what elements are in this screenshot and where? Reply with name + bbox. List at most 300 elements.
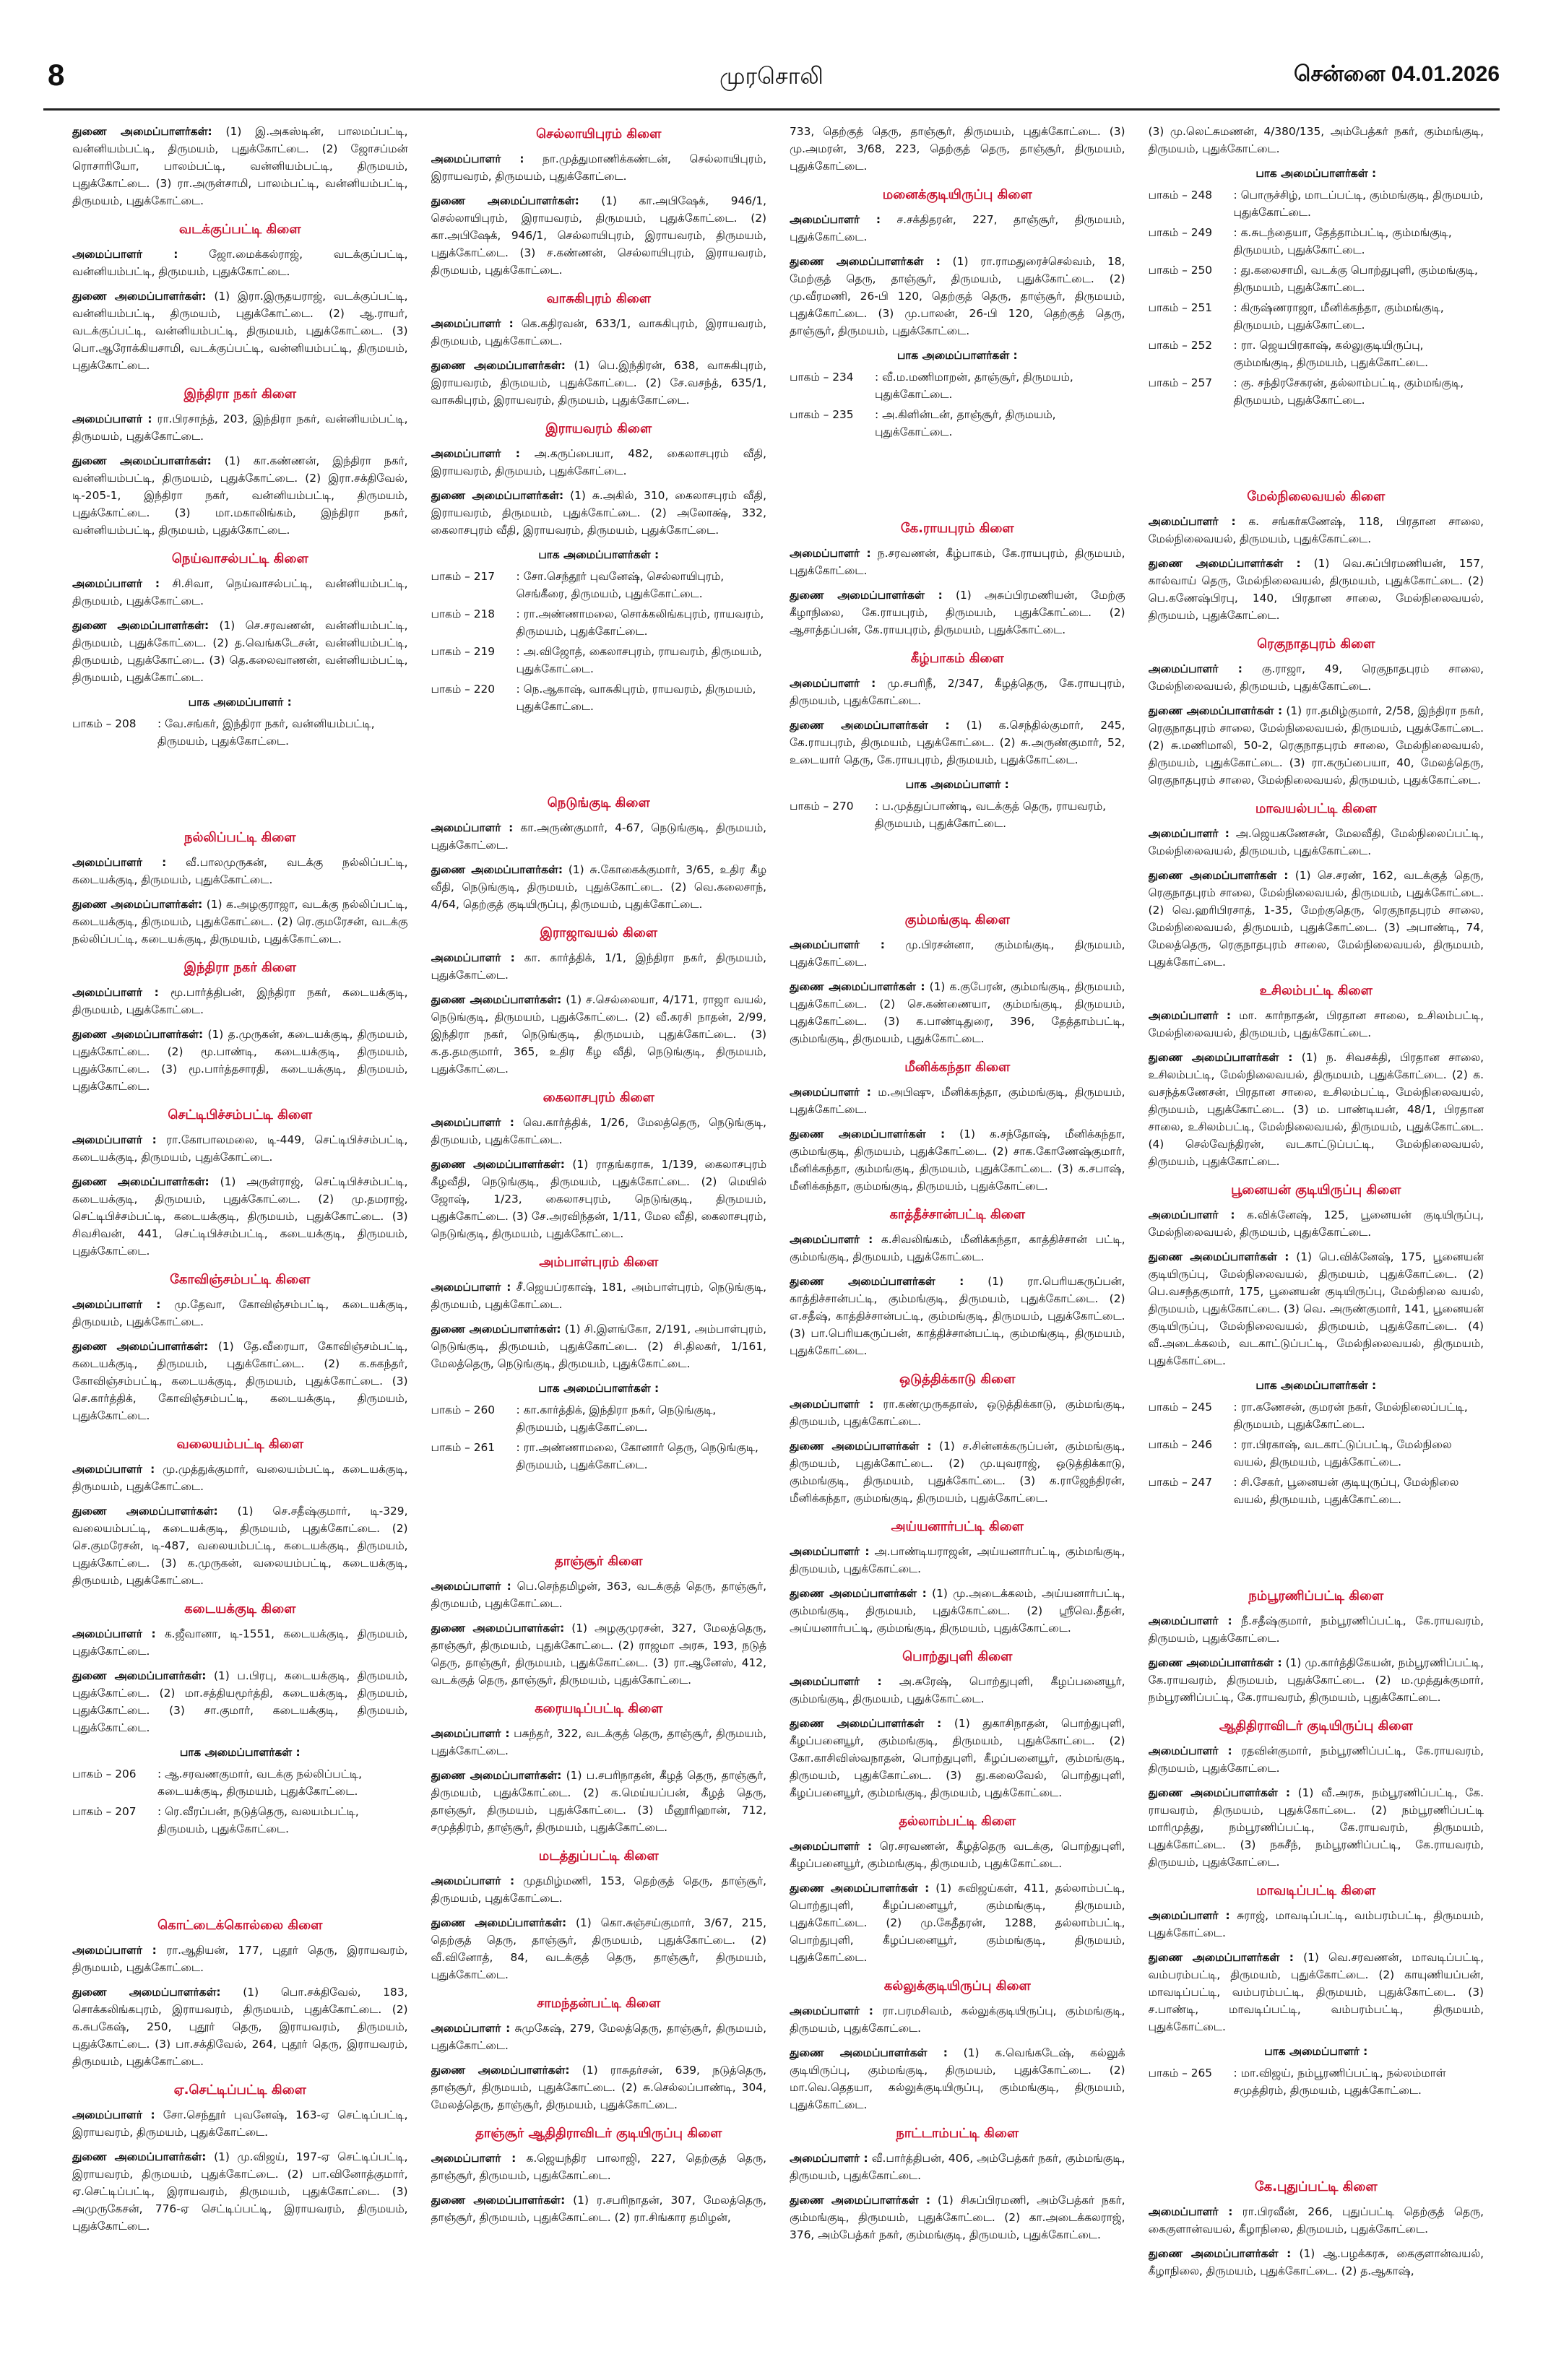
- member-paragraph: [790, 1585, 1125, 1637]
- member-text: (1) ராசுதர்சன், 639, நடுத்தெரு, தாஞ்சூர், திருமயம், புதுக்கோட்டை. (2) சு.செல்லப்பாண்டி, 304, மேலத்தெரு, தாஞ்சூர், திருமயம், புதுக்கோட்டை.: [431, 2064, 766, 2111]
- header-rule: [43, 108, 1500, 111]
- branch-section: [431, 1848, 767, 1983]
- booth-member: : கிருஷ்ணராஜா, மீனிக்கந்தா, கும்மங்குடி, திருமயம், புதுக்கோட்டை.: [1233, 301, 1444, 332]
- booth-subheading: பாக அமைப்பாளர்கள் :: [179, 1746, 301, 1759]
- booth-subheading: பாக அமைப்பாளர்கள் :: [896, 349, 1018, 362]
- role-label: துணை அமைப்பாளர்கள் :: [790, 1717, 942, 1730]
- role-label: அமைப்பாளர் :: [1148, 1614, 1232, 1627]
- branch-heading: மீனிக்கந்தா கிளை: [904, 1060, 1011, 1075]
- member-paragraph: [790, 1125, 1125, 1195]
- member-paragraph: [1149, 702, 1484, 789]
- branch-section: [72, 2082, 408, 2235]
- member-paragraph: [431, 1872, 767, 1907]
- branch-heading: இராயவரம் கிளை: [545, 421, 652, 436]
- role-label: அமைப்பாளர் :: [790, 2004, 873, 2017]
- member-text: (1) துகாசிநாதன், பொற்துபுளி, கீழப்பனையூர், கும்மங்குடி, திருமயம், புதுக்கோட்டை. (2) கோ.காசிவிஸ்வநாதன், பொற்துபுளி, கீழப்பனையூர், கும்மங்குடி, திருமயம், புதுக்கோட்டை. (3) து.கலைவேல், பொற்துபுளி, கீழப்பனையூர், கும்மங்குடி, திருமயம், புதுக்கோட்டை.: [790, 1717, 1125, 1799]
- member-text: (1) செ.சரவணன், வன்னியம்பட்டி, திருமயம், புதுக்கோட்டை. (2) த.வெங்கடேசன், வன்னியம்பட்டி, திருமயம், புதுக்கோட்டை. (3) தெ.கலைவாணன், வன்னியம்பட்டி, திருமயம், புதுக்கோட்டை.: [72, 619, 408, 684]
- member-text: (1) ப.சபரிநாதன், கீழத் தெரு, தாஞ்சூர், திருமயம், புதுக்கோட்டை. (2) க.மெய்யப்பன், கீழத் தெரு, தாஞ்சூர், திருமயம், புதுக்கோட்டை. (3) மீனூரிஹான், 712, சமுத்திரம், தாஞ்சூர், திருமயம், புதுக்கோட்டை.: [431, 1769, 766, 1834]
- member-text: (1) கொ.சுஞ்சய்குமார், 3/67, 215, தெற்குத் தெரு, தாஞ்சூர், திருமயம், புதுக்கோட்டை. (2) வீ.வினோத், 84, வடக்குத் தெரு, தாஞ்சூர், திருமயம், புதுக்கோட்டை.: [431, 1916, 766, 1981]
- branch-section: [790, 1648, 1125, 1801]
- role-label: அமைப்பாளர் :: [72, 577, 160, 590]
- member-paragraph: [72, 1461, 408, 1495]
- member-paragraph: [790, 1715, 1125, 1801]
- member-text: வீ.பார்த்திபன், 406, அம்பேத்கர் நகர், கும்மங்குடி, திருமயம், புதுக்கோட்டை.: [790, 2152, 1125, 2182]
- role-label: அமைப்பாளர் :: [790, 1545, 870, 1558]
- branch-heading: கே.புதுப்பட்டி கிளை: [1254, 2179, 1378, 2194]
- role-label: துணை அமைப்பாளர்கள் :: [1148, 704, 1283, 717]
- member-text: (1) அசுப்பிரமணியன், மேற்கு கீழாநிலை, கே.ராயபுரம், திருமயம், புதுக்கோட்டை. (2) ஆசாத்தப்பன், கே.ராயபுரம், திருமயம், புதுக்கோட்டை.: [790, 589, 1125, 636]
- branch-heading: பூனையன் குடியிருப்பு கிளை: [1231, 1182, 1401, 1198]
- member-paragraph: [790, 717, 1125, 769]
- member-paragraph: [431, 1914, 767, 1983]
- member-paragraph: [431, 2061, 767, 2113]
- branch-heading: அம்பாள்புரம் கிளை: [539, 1255, 659, 1270]
- member-paragraph: [72, 2106, 408, 2141]
- member-paragraph: [431, 2020, 767, 2054]
- member-text: (1) க.வெங்கடேஷ், கல்லுக் குடியிருப்பு, கும்மங்குடி, திருமயம், புதுக்கோட்டை. (2) மா.வெ.தெதயா, கல்லுக்குடியிருப்பு, கும்மங்குடி, திருமயம், புதுக்கோட்டை.: [790, 2046, 1125, 2111]
- booth-row: [790, 368, 1125, 403]
- member-paragraph: [790, 2002, 1125, 2037]
- role-label: அமைப்பாளர் :: [1148, 827, 1229, 840]
- member-paragraph: [790, 936, 1125, 971]
- branch-section: [431, 420, 767, 715]
- member-text: சுராஜ், மாவடிப்பட்டி, வம்பரம்பட்டி, திருமயம், புதுக்கோட்டை.: [1148, 1909, 1484, 1939]
- member-text: பெ.செந்தமிழன், 363, வடக்குத் தெரு, தாஞ்சூர், திருமயம், புதுக்கோட்டை.: [431, 1580, 766, 1610]
- member-paragraph: [431, 861, 767, 913]
- booth-member: : ப.முத்துப்பாண்டி, வடக்குத் தெரு, ராயவரம், திருமயம், புதுக்கோட்டை.: [875, 800, 1106, 830]
- branch-section: [72, 829, 408, 948]
- member-text: பசுந்தர், 322, வடக்குத் தெரு, தாஞ்சூர், திருமயம், புதுக்கோட்டை.: [431, 1727, 766, 1757]
- member-paragraph: [431, 949, 767, 984]
- booth-row: [72, 1765, 408, 1800]
- member-text: (1) க.சந்தோஷ், மீனிக்கந்தா, கும்மங்குடி, திருமயம், புதுக்கோட்டை. (2) சாக.கோணேஷ்குமார், மீனிக்கந்தா, கும்மங்குடி, திருமயம், புதுக்கோட்டை. (3) க.சபாஷ், மீனிக்கந்தா, கும்மங்குடி, திருமயம், புதுக்கோட்டை.: [790, 1128, 1125, 1193]
- member-paragraph: [1149, 1784, 1484, 1871]
- role-label: அமைப்பாளர் :: [790, 1398, 874, 1411]
- member-text: ம.அபிஷு, மீனிக்கந்தா, கும்மங்குடி, திருமயம், புதுக்கோட்டை.: [790, 1086, 1125, 1116]
- member-paragraph: [790, 123, 1125, 175]
- branch-heading: இராஜாவயல் கிளை: [540, 925, 658, 940]
- branch-section: [790, 186, 1125, 441]
- member-text: (1) ஆ.பழக்கரசு, கைகுளான்வயல், கீழாநிலை, திருமயம், புதுக்கோட்டை. (2) த.ஆகாஷ்,: [1148, 2247, 1484, 2277]
- booth-row: [431, 568, 767, 602]
- role-label: துணை அமைப்பாளர்கள்:: [431, 1622, 565, 1635]
- member-text: க. சங்கர்கணேஷ், 118, பிரதான சாலை, மேல்நிலைவயல், திருமயம், புதுக்கோட்டை.: [1148, 515, 1484, 545]
- member-paragraph: [1149, 1248, 1484, 1369]
- booth-subheading: பாக அமைப்பாளர் :: [188, 696, 292, 709]
- role-label: துணை அமைப்பாளர்கள் :: [1148, 1051, 1293, 1064]
- role-label: துணை அமைப்பாளர்கள்:: [72, 619, 209, 632]
- role-label: துணை அமைப்பாளர்கள்:: [431, 993, 562, 1006]
- role-label: துணை அமைப்பாளர்கள்:: [72, 1669, 207, 1682]
- role-label: அமைப்பாளர் :: [790, 1840, 873, 1853]
- role-label: துணை அமைப்பாளர்கள் :: [790, 980, 925, 993]
- member-paragraph: [790, 1543, 1125, 1578]
- role-label: துணை அமைப்பாளர்கள் :: [790, 1587, 927, 1600]
- booth-number: பாகம் – 206: [72, 1767, 137, 1780]
- role-label: அமைப்பாளர் :: [72, 1944, 157, 1957]
- member-paragraph: [72, 452, 408, 539]
- role-label: அமைப்பாளர் :: [1148, 1208, 1235, 1221]
- role-label: துணை அமைப்பாளர்கள் :: [790, 255, 941, 268]
- member-text: (1) ர.சபரிநாதன், 307, மேலத்தெரு, தாஞ்சூர், திருமயம், புதுக்கோட்டை. (2) ரா.சிங்கார தமிழன்,: [431, 2194, 766, 2224]
- member-paragraph: [1149, 1742, 1484, 1777]
- member-paragraph: [431, 819, 767, 854]
- member-text: வெ.கார்த்திக், 1/26, மேலத்தெரு, நெடுங்குடி, திருமயம், புதுக்கோட்டை.: [431, 1116, 766, 1146]
- booth-row: [72, 1803, 408, 1838]
- member-paragraph: [1149, 1907, 1484, 1942]
- branch-heading: இந்திரா நகர் கிளை: [183, 386, 297, 402]
- member-text: மூ.பார்த்திபன், இந்திரா நகர், கடையக்குடி, திருமயம், புதுக்கோட்டை.: [72, 986, 408, 1016]
- member-text: சீ.ஜெயப்ரகாஷ், 181, அம்பாள்புரம், நெடுங்குடி, திருமயம், புதுக்கோட்டை.: [431, 1281, 766, 1311]
- member-text: க.விக்னேஷ், 125, பூனையன் குடியிருப்பு, மேல்நிலைவயல், திருமயம், புதுக்கோட்டை.: [1148, 1208, 1484, 1239]
- role-label: அமைப்பாளர் :: [431, 317, 514, 330]
- role-label: அமைப்பாளர் :: [790, 1086, 871, 1099]
- role-label: துணை அமைப்பாளர்கள்:: [72, 898, 203, 911]
- member-paragraph: [1149, 123, 1484, 157]
- member-text: நா.முத்துமாணிக்கண்டன், செல்லாயிபுரம், இராயவரம், திருமயம், புதுக்கோட்டை.: [431, 152, 766, 183]
- role-label: அமைப்பாளர் :: [431, 2152, 517, 2165]
- branch-heading: கரையடிப்பட்டி கிளை: [535, 1701, 663, 1716]
- role-label: அமைப்பாளர் :: [790, 2152, 868, 2165]
- member-text: (1) க.அழகுராஜா, வடக்கு நல்லிப்பட்டி, கடையக்குடி, திருமயம், புதுக்கோட்டை. (2) ரெ.குமரேசன், வடக்கு நல்லிப்பட்டி, கடையக்குடி, திருமயம், புதுக்கோட்டை.: [72, 898, 408, 945]
- role-label: துணை அமைப்பாளர்கள் :: [1148, 869, 1289, 882]
- branch-heading: நாட்டாம்பட்டி கிளை: [896, 2126, 1019, 2141]
- booth-row: [790, 406, 1125, 441]
- member-text: மு.சபரிநீ, 2/347, கீழத்தெரு, கே.ராயபுரம், திருமயம், புதுக்கோட்டை.: [790, 677, 1125, 707]
- member-paragraph: [431, 991, 767, 1078]
- member-paragraph: [790, 1838, 1125, 1872]
- member-text: ரா.பிரசாந்த், 203, இந்திரா நகர், வன்னியம்பட்டி, திருமயம், புதுக்கோட்டை.: [72, 412, 408, 443]
- member-paragraph: [790, 1083, 1125, 1118]
- booth-number: பாகம் – 260: [431, 1403, 496, 1416]
- member-paragraph: [1149, 555, 1484, 624]
- member-paragraph: [72, 896, 408, 948]
- member-text: (1) மு.விஜய், 197-ஏ செட்டிப்பட்டி, இராயவரம், திருமயம், புதுக்கோட்டை. (2) பா.வினோத்குமார், ஏ.செட்டிப்பட்டி, இராயவரம், திருமயம், புதுக்கோட்டை. (3) அமுருகேசன், 776-ஏ செட்டிப்பட்டி, இராயவரம், திருமயம், புதுக்கோட்டை.: [72, 2150, 408, 2233]
- branch-section: [72, 1107, 408, 1260]
- booth-row: [431, 643, 767, 678]
- member-text: கா. கார்த்திக், 1/1, இந்திரா நகர், திருமயம், புதுக்கோட்டை.: [431, 951, 766, 982]
- member-text: (3) மு.லெட்சுமணன், 4/380/135, அம்பேத்கர் நகர், கும்மங்குடி, திருமயம், புதுக்கோட்டை.: [1148, 125, 1484, 155]
- booth-row: [431, 680, 767, 715]
- member-paragraph: [431, 150, 767, 185]
- branch-section: [1149, 800, 1484, 971]
- member-paragraph: [431, 1578, 767, 1612]
- member-text: அ.ஜெயகணேசன், மேலவீதி, மேல்நிலைப்பட்டி, மேல்நிலைவயல், திருமயம், புதுக்கோட்டை.: [1148, 827, 1484, 857]
- member-paragraph: [431, 1767, 767, 1836]
- role-label: அமைப்பாளர் :: [431, 447, 520, 460]
- role-label: துணை அமைப்பாளர்கள்:: [431, 2194, 566, 2207]
- member-paragraph: [790, 211, 1125, 246]
- role-label: துணை அமைப்பாளர்கள் :: [790, 1440, 932, 1453]
- member-text: க.சிவலிங்கம், மீனிக்கந்தா, காத்திச்சான் பட்டி, கும்மங்குடி, திருமயம், புதுக்கோட்டை.: [790, 1233, 1125, 1263]
- role-label: துணை அமைப்பாளர்கள்:: [431, 1158, 565, 1171]
- member-paragraph: [431, 315, 767, 350]
- member-text: ரெ.சரவணன், கீழத்தெரு வடக்கு, பொற்துபுளி, கீழப்பனையூர், கும்மங்குடி, திருமயம், புதுக்கோட்டை.: [790, 1840, 1125, 1870]
- member-paragraph: [1149, 1949, 1484, 2035]
- role-label: துணை அமைப்பாளர்கள்:: [72, 2150, 207, 2163]
- member-paragraph: [431, 487, 767, 539]
- member-paragraph: [1149, 1049, 1484, 1170]
- booth-member: : ரா.கணேசன், குமரன் நகர், மேல்நிலைப்பட்டி, திருமயம், புதுக்கோட்டை.: [1233, 1401, 1468, 1431]
- member-text: ரதவின்குமார், நம்பூரணிப்பட்டி, கே.ராயவரம், திருமயம், புதுக்கோட்டை.: [1148, 1744, 1484, 1775]
- role-label: அமைப்பாளர் :: [790, 677, 876, 690]
- member-text: க.ஜீவானா, டி-1551, கடையக்குடி, திருமயம், புதுக்கோட்டை.: [72, 1627, 408, 1658]
- role-label: துணை அமைப்பாளர்கள் :: [1148, 1250, 1289, 1263]
- role-label: துணை அமைப்பாளர்கள் :: [1148, 557, 1301, 570]
- branch-heading: கொட்டைக்கொல்லை கிளை: [157, 1918, 323, 1933]
- member-paragraph: [72, 1026, 408, 1095]
- booth-number: பாகம் – 218: [431, 607, 496, 620]
- booth-member: : ரா.பிரகாஷ், வடகாட்டுப்பட்டி, மேல்நிலை வயல், திருமயம், புதுக்கோட்டை.: [1233, 1438, 1452, 1468]
- booth-member: : மா.விஜய், நம்பூரணிப்பட்டி, நல்லம்மாள் சமுத்திரம், திருமயம், புதுக்கோட்டை.: [1233, 2067, 1446, 2097]
- role-label: அமைப்பாளர் :: [72, 1298, 161, 1311]
- branch-section: [790, 912, 1125, 1047]
- branch-heading: செட்டிபிச்சம்பட்டி கிளை: [168, 1107, 313, 1122]
- branch-section: [431, 290, 767, 409]
- branch-heading: உசிலம்பட்டி கிளை: [1259, 983, 1373, 998]
- branch-heading: செல்லாயிபுரம் கிளை: [536, 126, 662, 142]
- role-label: துணை அமைப்பாளர்கள்:: [72, 454, 212, 467]
- branch-heading: இந்திரா நகர் கிளை: [183, 960, 297, 975]
- member-text: ரா.ஆதியன், 177, புதூர் தெரு, இராயவரம், திருமயம், புதுக்கோட்டை.: [72, 1944, 408, 1974]
- role-label: அமைப்பாளர் :: [431, 821, 514, 834]
- member-paragraph: [431, 2191, 767, 2226]
- role-label: துணை அமைப்பாளர்கள்:: [72, 1505, 218, 1518]
- role-label: துணை அமைப்பாளர்கள்:: [72, 1028, 204, 1041]
- booth-row: [1149, 374, 1484, 409]
- branch-section: [790, 1206, 1125, 1359]
- member-paragraph: [72, 575, 408, 610]
- member-text: (1) ரா.தமிழ்குமார், 2/58, இந்திரா நகர், ரெகுநாதபுரம் சாலை, மேல்நிலைவயல், திருமயம், புதுக்கோட்டை. (2) சு.மணிமாலி, 50-2, ரெகுநாதபுரம் சாலை, மேல்நிலைவயல், திருமயம், புதுக்கோட்டை. (3) ரா.கருப்பையா, 40, மேலத்தெரு, ரெகுநாதபுரம் சாலை, மேல்நிலைவயல், திருமயம், புதுக்கோட்டை.: [1148, 704, 1484, 787]
- member-text: (1) ப.பிரபு, கடையக்குடி, திருமயம், புதுக்கோட்டை. (2) மா.சத்தியமூர்த்தி, கடையக்குடி, திருமயம், புதுக்கோட்டை. (3) சா.குமார், கடையக்குடி, திருமயம், புதுக்கோட்டை.: [72, 1669, 408, 1734]
- booth-number: பாகம் – 249: [1148, 226, 1213, 239]
- branch-section: [72, 1601, 408, 1838]
- booth-row: [1149, 299, 1484, 334]
- newspaper-title: முரசொலி: [719, 62, 824, 90]
- branch-section: [790, 1518, 1125, 1637]
- role-label: துணை அமைப்பாளர்கள் :: [790, 1128, 946, 1141]
- section-spacer: [1149, 1520, 1484, 1585]
- member-paragraph: [1149, 867, 1484, 971]
- member-paragraph: [1149, 513, 1484, 548]
- member-paragraph: [431, 1725, 767, 1760]
- branch-heading: அய்யனார்பட்டி கிளை: [891, 1519, 1024, 1534]
- branch-heading: கடையக்குடி கிளை: [184, 1601, 296, 1617]
- member-paragraph: [72, 984, 408, 1018]
- member-text: (1) வெ.சுப்பிரமணியன், 157, கால்வாய் தெரு, மேல்நிலைவயல், திருமயம், புதுக்கோட்டை. (2) பெ.கணேஷ்பிரபு, 140, பிரதான சாலை, மேல்நிலைவயல், திருமயம், புதுக்கோட்டை.: [1148, 557, 1484, 622]
- member-text: (1) சி.இளங்கோ, 2/191, அம்பாள்புரம், நெடுங்குடி, திருமயம், புதுக்கோட்டை. (2) சி.திலகர், 1/161, மேலத்தெரு, நெடுங்குடி, திருமயம், புதுக்கோட்டை.: [431, 1323, 766, 1370]
- branch-section: [1149, 636, 1484, 789]
- branch-section: [1149, 982, 1484, 1170]
- booth-subheading: பாக அமைப்பாளர்கள் :: [538, 1382, 660, 1395]
- article-columns: [72, 123, 1484, 2369]
- section-spacer: [431, 1485, 767, 1550]
- member-paragraph: [790, 253, 1125, 339]
- branch-heading: கே.ராயபுரம் கிளை: [900, 521, 1014, 536]
- role-label: துணை அமைப்பாளர்கள்:: [431, 1323, 561, 1336]
- member-text: (1) பெ.விக்னேஷ், 175, பூனையன் குடியிருப்பு, மேல்நிலைவயல், திருமயம், புதுக்கோட்டை. (2) பெ.வசந்தகுமார், 175, பூனையன் குடியிருப்பு, மேல்நிலை வயல், திருமயம், புதுக்கோட்டை. (3) வெ. அருண்குமார், 141, பூனையன் குடியிருப்பு, மேல்நிலைவயல், திருமயம், புதுக்கோட்டை. (4) வீ.அடைக்கலம், வடகாட்டுப்பட்டி, மேல்நிலைவயல், திருமயம், புதுக்கோட்டை.: [1148, 1250, 1484, 1367]
- member-text: (1) க.செந்தில்குமார், 245, கே.ராயபுரம், திருமயம், புதுக்கோட்டை. (2) சு.அருண்குமார், 52, உடையார் தெரு, கே.ராயபுரம், திருமயம், புதுக்கோட்டை.: [790, 719, 1125, 766]
- member-text: கெ.கதிரவன், 633/1, வாசுகிபுரம், இராயவரம், திருமயம், புதுக்கோட்டை.: [431, 317, 766, 347]
- member-paragraph: [72, 1131, 408, 1166]
- member-paragraph: [1149, 2203, 1484, 2238]
- member-text: அ.சுரேஷ், பொற்துபுளி, கீழப்பனையூர், கும்மங்குடி, திருமயம், புதுக்கோட்டை.: [790, 1675, 1125, 1705]
- member-text: 733, தெற்குத் தெரு, தாஞ்சூர், திருமயம், புதுக்கோட்டை. (3) மு.அமரன், 3/68, 223, தெற்குத் தெரு, தாஞ்சூர், திருமயம், புதுக்கோட்டை.: [790, 125, 1125, 173]
- branch-section: [1149, 1588, 1484, 1706]
- branch-section: [72, 550, 408, 750]
- role-label: அமைப்பாளர் :: [72, 1463, 155, 1476]
- booth-number: பாகம் – 261: [431, 1441, 496, 1454]
- role-label: துணை அமைப்பாளர்கள் :: [1148, 1656, 1282, 1669]
- member-paragraph: [72, 1296, 408, 1330]
- member-text: ச.சக்திதரன், 227, தாஞ்சூர், திருமயம், புதுக்கோட்டை.: [790, 213, 1125, 243]
- booth-number: பாகம் – 235: [790, 408, 854, 421]
- role-label: துணை அமைப்பாளர்கள் :: [1148, 1786, 1290, 1799]
- member-text: ரா.பரமசிவம், கல்லுக்குடியிருப்பு, கும்மங்குடி, திருமயம், புதுக்கோட்டை.: [790, 2004, 1125, 2035]
- member-text: (1) செ.சரண், 162, வடக்குத் தெரு, ரெகுநாதபுரம் சாலை, மேல்நிலைவயல், திருமயம், புதுக்கோட்டை. (2) வெ.ஹரிபிரசாத், 1-35, மேற்குதெரு, ரெகுநாதபுரம் சாலை, மேல்நிலைவயல், திருமயம், புதுக்கோட்டை. (3) அபாண்டி, 74, மேலத்தெரு, ரெகுநாதபுரம் சாலை, மேல்நிலைவயல், திருமயம், புதுக்கோட்டை.: [1148, 869, 1484, 969]
- branch-heading: கோவிஞ்சம்பட்டி கிளை: [170, 1272, 311, 1287]
- branch-heading: மனைக்குடியிருப்பு கிளை: [882, 187, 1032, 202]
- member-paragraph: [72, 1667, 408, 1736]
- role-label: அமைப்பாளர் :: [72, 412, 152, 425]
- booth-number: பாகம் – 208: [72, 717, 137, 730]
- role-label: அமைப்பாளர் :: [72, 986, 159, 999]
- role-label: துணை அமைப்பாளர்கள்:: [431, 194, 579, 207]
- branch-heading: மடத்துப்பட்டி கிளை: [538, 1848, 659, 1864]
- member-paragraph: [72, 2148, 408, 2235]
- member-text: (1) கா.அபிஷேக், 946/1, செல்லாயிபுரம், இராயவரம், திருமயம், புதுக்கோட்டை. (2) கா.அபிஷேக், 946/1, செல்லாயிபுரம், இராயவரம், திருமயம், புதுக்கோட்டை. (3) ச.கண்ணன், செல்லாயிபுரம், இராயவரம், திருமயம், புதுக்கோட்டை.: [431, 194, 766, 277]
- role-label: அமைப்பாளர் :: [1148, 1009, 1232, 1022]
- member-paragraph: [431, 1619, 767, 1689]
- role-label: துணை அமைப்பாளர்கள் :: [790, 1882, 930, 1895]
- branch-section: [431, 1995, 767, 2113]
- role-label: அமைப்பாளர் :: [431, 152, 524, 165]
- member-text: (1) சுவிஜய்கள், 411, தல்லாம்பட்டி, பொற்துபுளி, கீழப்பனையூர், கும்மங்குடி, திருமயம், புதுக்கோட்டை. (2) மு.கேதீதரன், 1288, தல்லாம்பட்டி, பொற்துபுளி, கீழப்பனையூர், கும்மங்குடி, திருமயம், புதுக்கோட்டை.: [790, 1882, 1125, 1964]
- member-paragraph: [1149, 660, 1484, 695]
- member-paragraph: [790, 587, 1125, 639]
- booth-number: பாகம் – 248: [1148, 189, 1213, 202]
- role-label: அமைப்பாளர் :: [431, 1116, 514, 1129]
- booth-number: பாகம் – 247: [1148, 1476, 1213, 1489]
- branch-section: [72, 1271, 408, 1424]
- member-text: (1) பொ.சக்திவேல், 183, சொக்கலிங்கபுரம், இராயவரம், திருமயம், புதுக்கோட்டை. (2) க.சுபகேஷ், 250, புதூர் தெரு, இராயவரம், திருமயம், புதுக்கோட்டை. (3) பா.சக்திவேல், 264, புதூர் தெரு, இராயவரம், திருமயம், புதுக்கோட்டை.: [72, 1986, 408, 2068]
- booth-member: : கா.கார்த்திக், இந்திரா நகர், நெடுங்குடி, திருமயம், புதுக்கோட்டை.: [516, 1403, 717, 1434]
- booth-number: பாகம் – 234: [790, 371, 854, 384]
- branch-heading: கைலாசபுரம் கிளை: [543, 1090, 654, 1105]
- branch-heading: மாவடிப்பட்டி கிளை: [1256, 1883, 1376, 1898]
- branch-heading: ஒடுத்திக்காடு கிளை: [899, 1372, 1016, 1387]
- branch-heading: நெடுங்குடி கிளை: [547, 795, 650, 810]
- role-label: அமைப்பாளர் :: [431, 951, 515, 964]
- role-label: துணை அமைப்பாளர்கள்:: [431, 1769, 562, 1782]
- member-paragraph: [1149, 1206, 1484, 1241]
- booth-row: [431, 605, 767, 640]
- branch-section: [431, 1089, 767, 1242]
- member-paragraph: [431, 1156, 767, 1242]
- role-label: அமைப்பாளர் :: [790, 938, 885, 951]
- booth-number: பாகம் – 252: [1148, 339, 1213, 352]
- role-label: அமைப்பாளர் :: [790, 1233, 873, 1246]
- branch-heading: தல்லாம்பட்டி கிளை: [899, 1814, 1016, 1829]
- role-label: துணை அமைப்பாளர்கள் :: [790, 2046, 948, 2059]
- member-text: (1) இரா.இருதயராஜ், வடக்குப்பட்டி, வன்னியம்பட்டி, திருமயம், புதுக்கோட்டை. (2) ஆ.ராயர், வடக்குப்பட்டி, வன்னியம்பட்டி, திருமயம், புதுக்கோட்டை. (3) பொ.ஆரோக்கியசாமி, வடக்குப்பட்டி, வன்னியம்பட்டி, திருமயம், புதுக்கோட்டை.: [72, 290, 408, 372]
- member-paragraph: [72, 123, 408, 209]
- member-paragraph: [790, 1879, 1125, 1966]
- branch-heading: மேல்நிலைவயல் கிளை: [1247, 489, 1386, 504]
- role-label: துணை அமைப்பாளர்கள்:: [72, 125, 212, 138]
- member-text: (1) ந. சிவசக்தி, பிரதான சாலை, உசிலம்பட்டி, மேல்நிலைவயல், திருமயம், புதுக்கோட்டை. (2) க. வசந்த்கணேசன், பிரதான சாலை, உசிலம்பட்டி, மேல்நிலைவயல், திருமயம், புதுக்கோட்டை. (3) ம. பாண்டியன், 48/1, பிரதான சாலை, உசிலம்பட்டி, மேல்நிலைவயல், திருமயம், புதுக்கோட்டை. (4) செல்வேந்திரன், வடகாட்டுப்பட்டி, மேல்நிலைவயல், திருமயம், புதுக்கோட்டை.: [1148, 1051, 1484, 1168]
- member-text: கு.ராஜா, 49, ரெகுநாதபுரம் சாலை, மேல்நிலைவயல், திருமயம், புதுக்கோட்டை.: [1148, 662, 1484, 693]
- booth-member: : பொருச்சிழ், மாடப்பட்டி, கும்மங்குடி, திருமயம், புதுக்கோட்டை.: [1233, 189, 1484, 219]
- booth-subheading: பாக அமைப்பாளர்கள் :: [1255, 167, 1377, 180]
- branch-section: [1149, 488, 1484, 624]
- role-label: துணை அமைப்பாளர்கள் :: [790, 1275, 964, 1288]
- member-text: அ.கருப்பையா, 482, கைலாசபுரம் வீதி, இராயவரம், திருமயம், புதுக்கோட்டை.: [431, 447, 766, 477]
- member-text: (1) ச.செல்லையா, 4/171, ராஜா வயல், நெடுங்குடி, திருமயம், புதுக்கோட்டை. (2) வீ.கரசி நாதன், 2/99, இந்திரா நகர், நெடுங்குடி, திருமயம், புதுக்கோட்டை. (3) க.த.தமகுமார், 365, உதிர கீழ வீதி, நெடுங்குடி, திருமயம், புதுக்கோட்டை.: [431, 993, 766, 1076]
- role-label: அமைப்பாளர் :: [790, 213, 881, 226]
- booth-member: : ரெ.வீரப்பன், நடுத்தெரு, வலயம்பட்டி, திருமயம், புதுக்கோட்டை.: [157, 1805, 359, 1835]
- booth-member: : வீ.ம.மணிமாறன், தாஞ்சூர், திருமயம், புதுக்கோட்டை.: [875, 371, 1073, 401]
- member-text: மு.பிரசன்னா, கும்மங்குடி, திருமயம், புதுக்கோட்டை.: [790, 938, 1125, 969]
- branch-section: [431, 795, 767, 913]
- booth-member: : க.சுடந்தையா, தேத்தாம்பட்டி, கும்மங்குடி, திருமயம், புதுக்கோட்டை.: [1233, 226, 1452, 256]
- booth-subheading: பாக அமைப்பாளர் :: [905, 778, 1009, 791]
- role-label: அமைப்பாளர் :: [1148, 1744, 1232, 1757]
- branch-section: [431, 925, 767, 1078]
- booth-row: [1149, 186, 1484, 221]
- member-paragraph: [790, 1231, 1125, 1265]
- member-text: (1) க.குபேரன், கும்மங்குடி, திருமயம், புதுக்கோட்டை. (2) செ.கண்ணையா, கும்மங்குடி, திருமயம், புதுக்கோட்டை. (3) க.பாண்டிதுரை, 396, தேத்தாம்பட்டி, கும்மங்குடி, திருமயம், புதுக்கோட்டை.: [790, 980, 1125, 1045]
- member-text: ரா.கோபாலமலை, டி-449, செட்டிபிச்சம்பட்டி, கடையக்குடி, திருமயம், புதுக்கோட்டை.: [72, 1133, 408, 1164]
- member-text: முதமிழ்மணி, 153, தெற்குத் தெரு, தாஞ்சூர், திருமயம், புதுக்கோட்டை.: [431, 1874, 766, 1905]
- section-spacer: [72, 761, 408, 826]
- role-label: அமைப்பாளர் :: [1148, 515, 1236, 528]
- member-text: (1) சு.அகில், 310, கைலாசபுரம் வீதி, இராயவரம், திருமயம், புதுக்கோட்டை. (2) அலோக்ஷ், 332, கைலாசபுரம் வீதி, இராயவரம், திருமயம், புதுக்கோட்டை.: [431, 489, 766, 537]
- branch-section: [431, 1553, 767, 1689]
- booth-row: [1149, 224, 1484, 259]
- member-paragraph: [431, 1278, 767, 1313]
- booth-member: : அ.கிளின்டன், தாஞ்சூர், திருமயம், புதுக்கோட்டை.: [875, 408, 1056, 438]
- branch-section: [72, 386, 408, 539]
- section-spacer: [790, 452, 1125, 517]
- role-label: அமைப்பாளர் :: [431, 1281, 511, 1294]
- role-label: அமைப்பாளர் :: [431, 1874, 515, 1887]
- city-date: சென்னை 04.01.2026: [1293, 62, 1500, 86]
- role-label: அமைப்பாளர் :: [72, 856, 167, 869]
- member-paragraph: [431, 2150, 767, 2184]
- role-label: அமைப்பாளர் :: [1148, 2205, 1233, 2218]
- branch-section: [790, 1371, 1125, 1507]
- booth-number: பாகம் – 265: [1148, 2067, 1213, 2080]
- role-label: அமைப்பாளர் :: [72, 1133, 157, 1146]
- branch-section: [431, 1254, 767, 1474]
- member-text: (1) சு.கோகைக்குமார், 3/65, உதிர கீழ வீதி, நெடுங்குடி, திருமயம், புதுக்கோட்டை. (2) வெ.கலைசாந், 4/64, தெற்குத் குடியிருப்பு, திருமயம், புதுக்கோட்டை.: [431, 863, 766, 911]
- member-text: (1) செ.சதீஷ்குமார், டி-329, வலையம்பட்டி, கடையக்குடி, திருமயம், புதுக்கோட்டை. (2) செ.குமரேசன், டி-487, வலையம்பட்டி, கடையக்குடி, திருமயம், புதுக்கோட்டை. (3) க.முருகன், வலையம்பட்டி, கடையக்குடி, திருமயம், புதுக்கோட்டை.: [72, 1505, 408, 1587]
- role-label: துணை அமைப்பாளர்கள் :: [790, 719, 950, 732]
- role-label: துணை அமைப்பாளர்கள்:: [431, 1916, 567, 1929]
- branch-heading: நம்பூரணிப்பட்டி கிளை: [1248, 1588, 1384, 1604]
- member-paragraph: [72, 1983, 408, 2070]
- branch-section: [790, 2125, 1125, 2243]
- booth-row: [1149, 1474, 1484, 1508]
- branch-section: [790, 1059, 1125, 1195]
- role-label: அமைப்பாளர் :: [1148, 662, 1242, 675]
- role-label: துணை அமைப்பாளர்கள்:: [431, 489, 564, 502]
- booth-number: பாகம் – 257: [1148, 376, 1213, 389]
- section-spacer: [1149, 420, 1484, 485]
- branch-heading: வாசுகிபுரம் கிளை: [546, 291, 652, 306]
- booth-member: : சோ.செந்தூர் புவனேஷ், செல்லாயிபுரம், செங்கீரை, திருமயம், புதுக்கோட்டை.: [516, 570, 725, 600]
